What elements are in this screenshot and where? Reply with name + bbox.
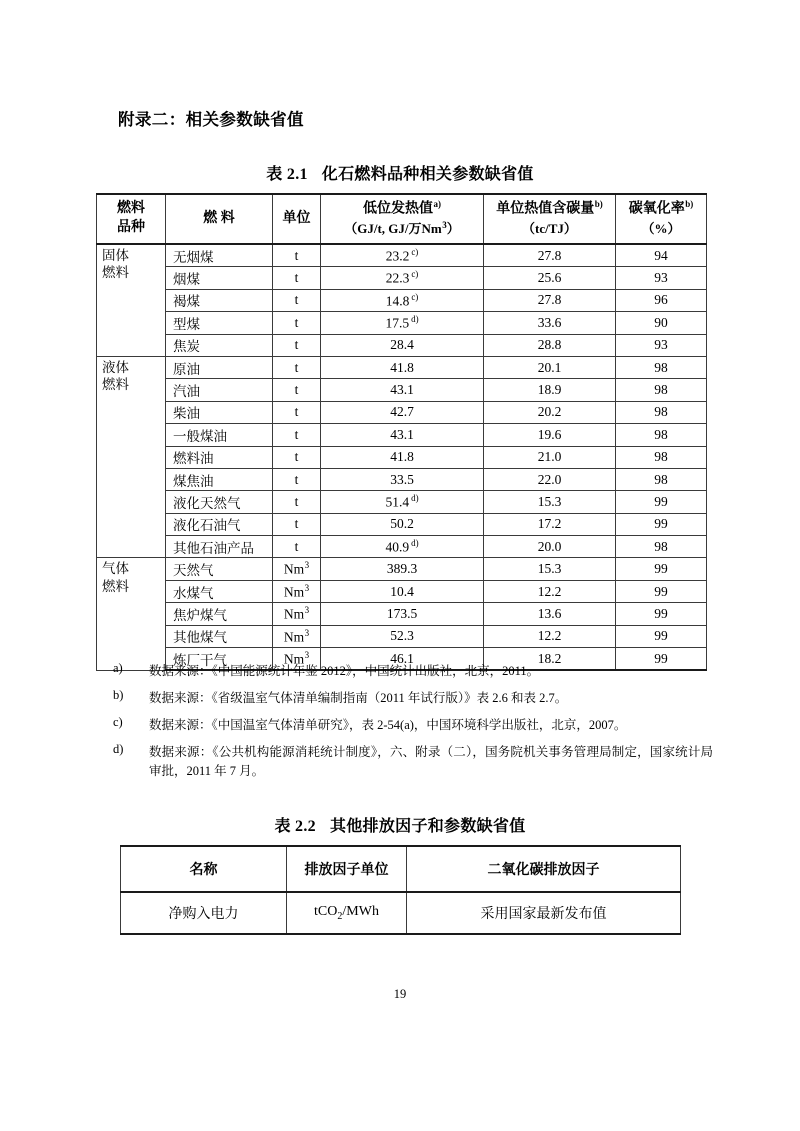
ncv-value: 43.1: [390, 426, 414, 442]
ncv-value: 40.9: [385, 539, 410, 555]
cell-unit: [273, 334, 321, 356]
ncv-value: 22.3: [385, 270, 410, 286]
cell-unit: [273, 267, 321, 289]
footnote-text: 数据来源：《省级温室气体清单编制指南（2011 年试行版）》表 2.6 和表 2.7。: [149, 690, 568, 705]
cell-fuel-category: [97, 244, 166, 356]
unit-exponent: 3: [304, 605, 310, 616]
cell-oxidation-rate: 98: [616, 536, 707, 558]
cell-net-calorific-value: [321, 244, 484, 267]
header-oxidation-rate: [616, 194, 707, 244]
cell-fuel-name: 原油: [166, 356, 273, 378]
cell-factor-unit: [287, 892, 407, 934]
footnote-marker: d): [113, 741, 124, 756]
unit-text: t: [294, 538, 299, 554]
cell-item-name: 净购入电力: [121, 892, 287, 934]
cell-carbon-content: 12.2: [484, 580, 616, 602]
cell-fuel-name: 煤焦油: [166, 468, 273, 490]
cell-oxidation-rate: 99: [616, 558, 707, 580]
unit-subscript: 2: [337, 910, 343, 922]
table-22-caption: [0, 813, 800, 836]
cell-carbon-content: 27.8: [484, 244, 616, 267]
cell-net-calorific-value: [321, 289, 484, 311]
table-21-caption-text: 化石燃料品种相关参数缺省值: [321, 166, 534, 183]
header-ncv-units: （GJ/t, GJ/万Nm: [344, 221, 442, 237]
table-21-header-row: [97, 194, 707, 244]
cell-net-calorific-value: [321, 401, 484, 423]
header-oxidation-units: （%）: [641, 220, 681, 236]
header-unit: 单位: [273, 194, 321, 244]
header-net-calorific-value: [321, 194, 484, 244]
table-row: [97, 424, 707, 446]
cell-unit: [273, 558, 321, 580]
fossil-fuel-parameters-table: [96, 193, 707, 671]
footnotes-list: [113, 662, 713, 789]
cell-carbon-content: 20.0: [484, 536, 616, 558]
cell-oxidation-rate: 98: [616, 401, 707, 423]
footnote-text: 数据来源：《中国温室气体清单研究》，表 2-54(a)，中国环境科学出版社，北京，2007。: [149, 717, 627, 732]
header-ncv-units-exponent: 3: [442, 220, 447, 231]
cell-net-calorific-value: [321, 468, 484, 490]
fuel-category-line2: 燃料: [102, 265, 129, 281]
page-number: 19: [393, 987, 407, 1001]
table-22-caption-text: 其他排放因子和参数缺省值: [329, 818, 526, 835]
cell-net-calorific-value: [321, 603, 484, 625]
cell-oxidation-rate: 99: [616, 491, 707, 513]
table-row: [97, 244, 707, 267]
cell-unit: [273, 625, 321, 647]
cell-net-calorific-value: [321, 424, 484, 446]
cell-carbon-content: 25.6: [484, 267, 616, 289]
ncv-value: 43.1: [390, 382, 414, 398]
cell-oxidation-rate: 99: [616, 648, 707, 671]
ncv-footnote-mark: d): [411, 538, 419, 549]
footnote-marker: b): [113, 687, 124, 702]
cell-net-calorific-value: [321, 491, 484, 513]
ncv-value: 28.4: [390, 337, 414, 353]
cell-unit: [273, 379, 321, 401]
ncv-value: 41.8: [390, 449, 414, 465]
other-emission-factors-table: [120, 845, 681, 935]
cell-carbon-content: 18.2: [484, 648, 616, 671]
cell-net-calorific-value: [321, 267, 484, 289]
unit-text: t: [294, 382, 299, 398]
cell-carbon-content: 20.1: [484, 356, 616, 378]
ncv-value: 42.7: [390, 404, 414, 420]
cell-net-calorific-value: [321, 379, 484, 401]
cell-carbon-content: 18.9: [484, 379, 616, 401]
table-row: [97, 356, 707, 378]
ncv-value: 389.3: [386, 561, 418, 577]
cell-unit: [273, 424, 321, 446]
header-ncv-label: 低位发热值: [363, 201, 433, 217]
header-ncv-units-end: ）: [446, 221, 460, 237]
cell-net-calorific-value: [321, 356, 484, 378]
ncv-value: 41.8: [390, 359, 414, 375]
unit-text: Nm: [283, 651, 305, 667]
unit-text: Nm: [283, 561, 305, 577]
cell-carbon-content: 21.0: [484, 446, 616, 468]
header-carbon-units: （tc/TJ）: [522, 220, 577, 236]
cell-oxidation-rate: 93: [616, 334, 707, 356]
table-row: [97, 625, 707, 647]
footnote-marker: a): [113, 661, 123, 675]
table-row: [97, 334, 707, 356]
unit-exponent: 3: [304, 582, 310, 593]
unit-exponent: 3: [304, 560, 310, 571]
footnote-item: [113, 689, 713, 708]
cell-oxidation-rate: 99: [616, 580, 707, 602]
cell-fuel-name: 其他煤气: [166, 625, 273, 647]
ncv-value: 52.3: [390, 628, 414, 644]
unit-text: Nm: [283, 584, 305, 600]
table-row: [97, 312, 707, 334]
cell-oxidation-rate: 90: [616, 312, 707, 334]
footnote-item: [113, 716, 713, 735]
cell-net-calorific-value: [321, 312, 484, 334]
ncv-value: 17.5: [385, 315, 410, 331]
ncv-footnote-mark: d): [411, 314, 419, 325]
unit-text: t: [294, 247, 299, 263]
cell-net-calorific-value: [321, 625, 484, 647]
unit-text: t: [294, 404, 299, 420]
cell-fuel-name: 无烟煤: [166, 244, 273, 267]
cell-fuel-name: 烟煤: [166, 267, 273, 289]
cell-fuel-name: 焦炭: [166, 334, 273, 356]
footnote-text: 数据来源：《公共机构能源消耗统计制度》，六、附录（二），国务院机关事务管理局制定，国家统计局审批，2011 年 7 月。: [149, 744, 713, 778]
header-carbon-footnote-mark: b): [594, 199, 603, 210]
cell-fuel-name: 型煤: [166, 312, 273, 334]
cell-unit: [273, 491, 321, 513]
cell-fuel-name: 水煤气: [166, 580, 273, 602]
table-row: [97, 267, 707, 289]
cell-fuel-name: 柴油: [166, 401, 273, 423]
table-row: [97, 446, 707, 468]
cell-fuel-category: [97, 356, 166, 558]
ncv-value: 10.4: [390, 583, 414, 599]
ncv-value: 33.5: [390, 471, 414, 487]
cell-oxidation-rate: 99: [616, 603, 707, 625]
ncv-footnote-mark: d): [411, 493, 419, 504]
fuel-category-line1: 气体: [102, 561, 129, 577]
unit-text: t: [294, 426, 299, 442]
cell-unit: [273, 580, 321, 602]
table-row: [97, 603, 707, 625]
header-carbon-content: [484, 194, 616, 244]
header-factor-unit: 排放因子单位: [287, 846, 407, 892]
header-category-line1: 燃料: [117, 201, 145, 217]
cell-unit: [273, 446, 321, 468]
table-row: [97, 558, 707, 580]
unit-text: t: [294, 314, 299, 330]
ncv-value: 14.8: [385, 293, 410, 309]
unit-text: t: [294, 359, 299, 375]
cell-carbon-content: 13.6: [484, 603, 616, 625]
unit-suffix: /MWh: [342, 904, 379, 920]
header-oxidation-label: 碳氧化率: [628, 201, 685, 217]
table-row: [97, 536, 707, 558]
header-carbon-label: 单位热值含碳量: [496, 201, 595, 217]
cell-unit: [273, 513, 321, 535]
fuel-category-line2: 燃料: [102, 578, 129, 594]
unit-text: t: [294, 337, 299, 353]
cell-fuel-name: 天然气: [166, 558, 273, 580]
cell-carbon-content: 22.0: [484, 468, 616, 490]
ncv-value: 46.1: [390, 650, 414, 666]
cell-oxidation-rate: 93: [616, 267, 707, 289]
cell-oxidation-rate: 98: [616, 446, 707, 468]
cell-oxidation-rate: 98: [616, 379, 707, 401]
appendix-title: 附录二：相关参数缺省值: [118, 110, 304, 129]
header-co2-factor: 二氧化碳排放因子: [407, 846, 681, 892]
cell-carbon-content: 19.6: [484, 424, 616, 446]
table-21-caption-number: 表 2.1: [266, 166, 308, 183]
cell-carbon-content: 15.3: [484, 558, 616, 580]
unit-text: t: [294, 516, 299, 532]
cell-net-calorific-value: [321, 334, 484, 356]
unit-text: t: [294, 270, 299, 286]
fuel-category-line1: 液体: [102, 359, 129, 375]
cell-unit: [273, 536, 321, 558]
fuel-category-line2: 燃料: [102, 377, 129, 393]
cell-oxidation-rate: 94: [616, 244, 707, 267]
unit-text: t: [294, 493, 299, 509]
table-row: [97, 379, 707, 401]
cell-fuel-name: 炼厂干气: [166, 648, 273, 671]
cell-fuel-name: 一般煤油: [166, 424, 273, 446]
cell-unit: [273, 356, 321, 378]
cell-fuel-name: 液化石油气: [166, 513, 273, 535]
header-oxidation-footnote-mark: b): [685, 199, 694, 210]
cell-oxidation-rate: 98: [616, 356, 707, 378]
unit-text: Nm: [283, 606, 305, 622]
footnote-item: [113, 743, 713, 782]
cell-net-calorific-value: [321, 558, 484, 580]
cell-fuel-name: 焦炉煤气: [166, 603, 273, 625]
ncv-footnote-mark: c): [411, 246, 419, 257]
cell-fuel-name: 褐煤: [166, 289, 273, 311]
fuel-category-line1: 固体: [102, 248, 129, 263]
ncv-value: 50.2: [390, 516, 414, 532]
header-category-line2: 品种: [117, 220, 145, 235]
cell-carbon-content: 15.3: [484, 491, 616, 513]
header-ncv-footnote-mark: a): [433, 198, 441, 209]
table-row: [97, 513, 707, 535]
cell-unit: [273, 244, 321, 267]
header-fuel: 燃 料: [166, 194, 273, 244]
unit-text: t: [294, 471, 299, 487]
cell-oxidation-rate: 99: [616, 513, 707, 535]
cell-unit: [273, 401, 321, 423]
cell-carbon-content: 12.2: [484, 625, 616, 647]
table-22-caption-number: 表 2.2: [274, 818, 316, 835]
cell-fuel-name: 汽油: [166, 379, 273, 401]
cell-unit: [273, 289, 321, 311]
header-category: [97, 194, 166, 244]
table-21-caption: [0, 161, 800, 184]
cell-oxidation-rate: 96: [616, 289, 707, 311]
cell-oxidation-rate: 98: [616, 468, 707, 490]
cell-fuel-name: 其他石油产品: [166, 536, 273, 558]
cell-unit: [273, 468, 321, 490]
cell-unit: [273, 312, 321, 334]
unit-prefix: tCO: [314, 904, 338, 920]
ncv-value: 51.4: [385, 494, 410, 510]
unit-text: Nm: [283, 629, 305, 645]
cell-carbon-content: 27.8: [484, 289, 616, 311]
footnote-text: 数据来源：《中国能源统计年鉴 2012》，中国统计出版社，北京，2011。: [149, 664, 540, 678]
table-row: [97, 468, 707, 490]
header-item-name: 名称: [121, 846, 287, 892]
cell-oxidation-rate: 98: [616, 424, 707, 446]
cell-net-calorific-value: [321, 513, 484, 535]
cell-fuel-name: 燃料油: [166, 446, 273, 468]
cell-carbon-content: 28.8: [484, 334, 616, 356]
footnote-marker: c): [113, 714, 123, 729]
unit-exponent: 3: [304, 649, 310, 660]
cell-fuel-name: 液化天然气: [166, 491, 273, 513]
ncv-value: 173.5: [386, 605, 418, 621]
cell-net-calorific-value: [321, 536, 484, 558]
cell-net-calorific-value: [321, 446, 484, 468]
table-22-header-row: [121, 846, 681, 892]
cell-carbon-content: 33.6: [484, 312, 616, 334]
footnote-item: [113, 662, 713, 681]
unit-exponent: 3: [304, 627, 310, 638]
cell-net-calorific-value: [321, 580, 484, 602]
ncv-value: 23.2: [385, 248, 410, 264]
ncv-footnote-mark: c): [411, 269, 419, 280]
cell-carbon-content: 20.2: [484, 401, 616, 423]
unit-text: t: [294, 292, 299, 308]
table-row: [97, 289, 707, 311]
table-row: [97, 491, 707, 513]
table-row: [121, 892, 681, 934]
cell-carbon-content: 17.2: [484, 513, 616, 535]
cell-co2-factor: 采用国家最新发布值: [407, 892, 681, 934]
unit-text: t: [294, 449, 299, 465]
cell-unit: [273, 603, 321, 625]
table-row: [97, 401, 707, 423]
ncv-footnote-mark: c): [411, 291, 419, 302]
cell-oxidation-rate: 99: [616, 625, 707, 647]
cell-fuel-category: [97, 558, 166, 670]
table-row: [97, 580, 707, 602]
